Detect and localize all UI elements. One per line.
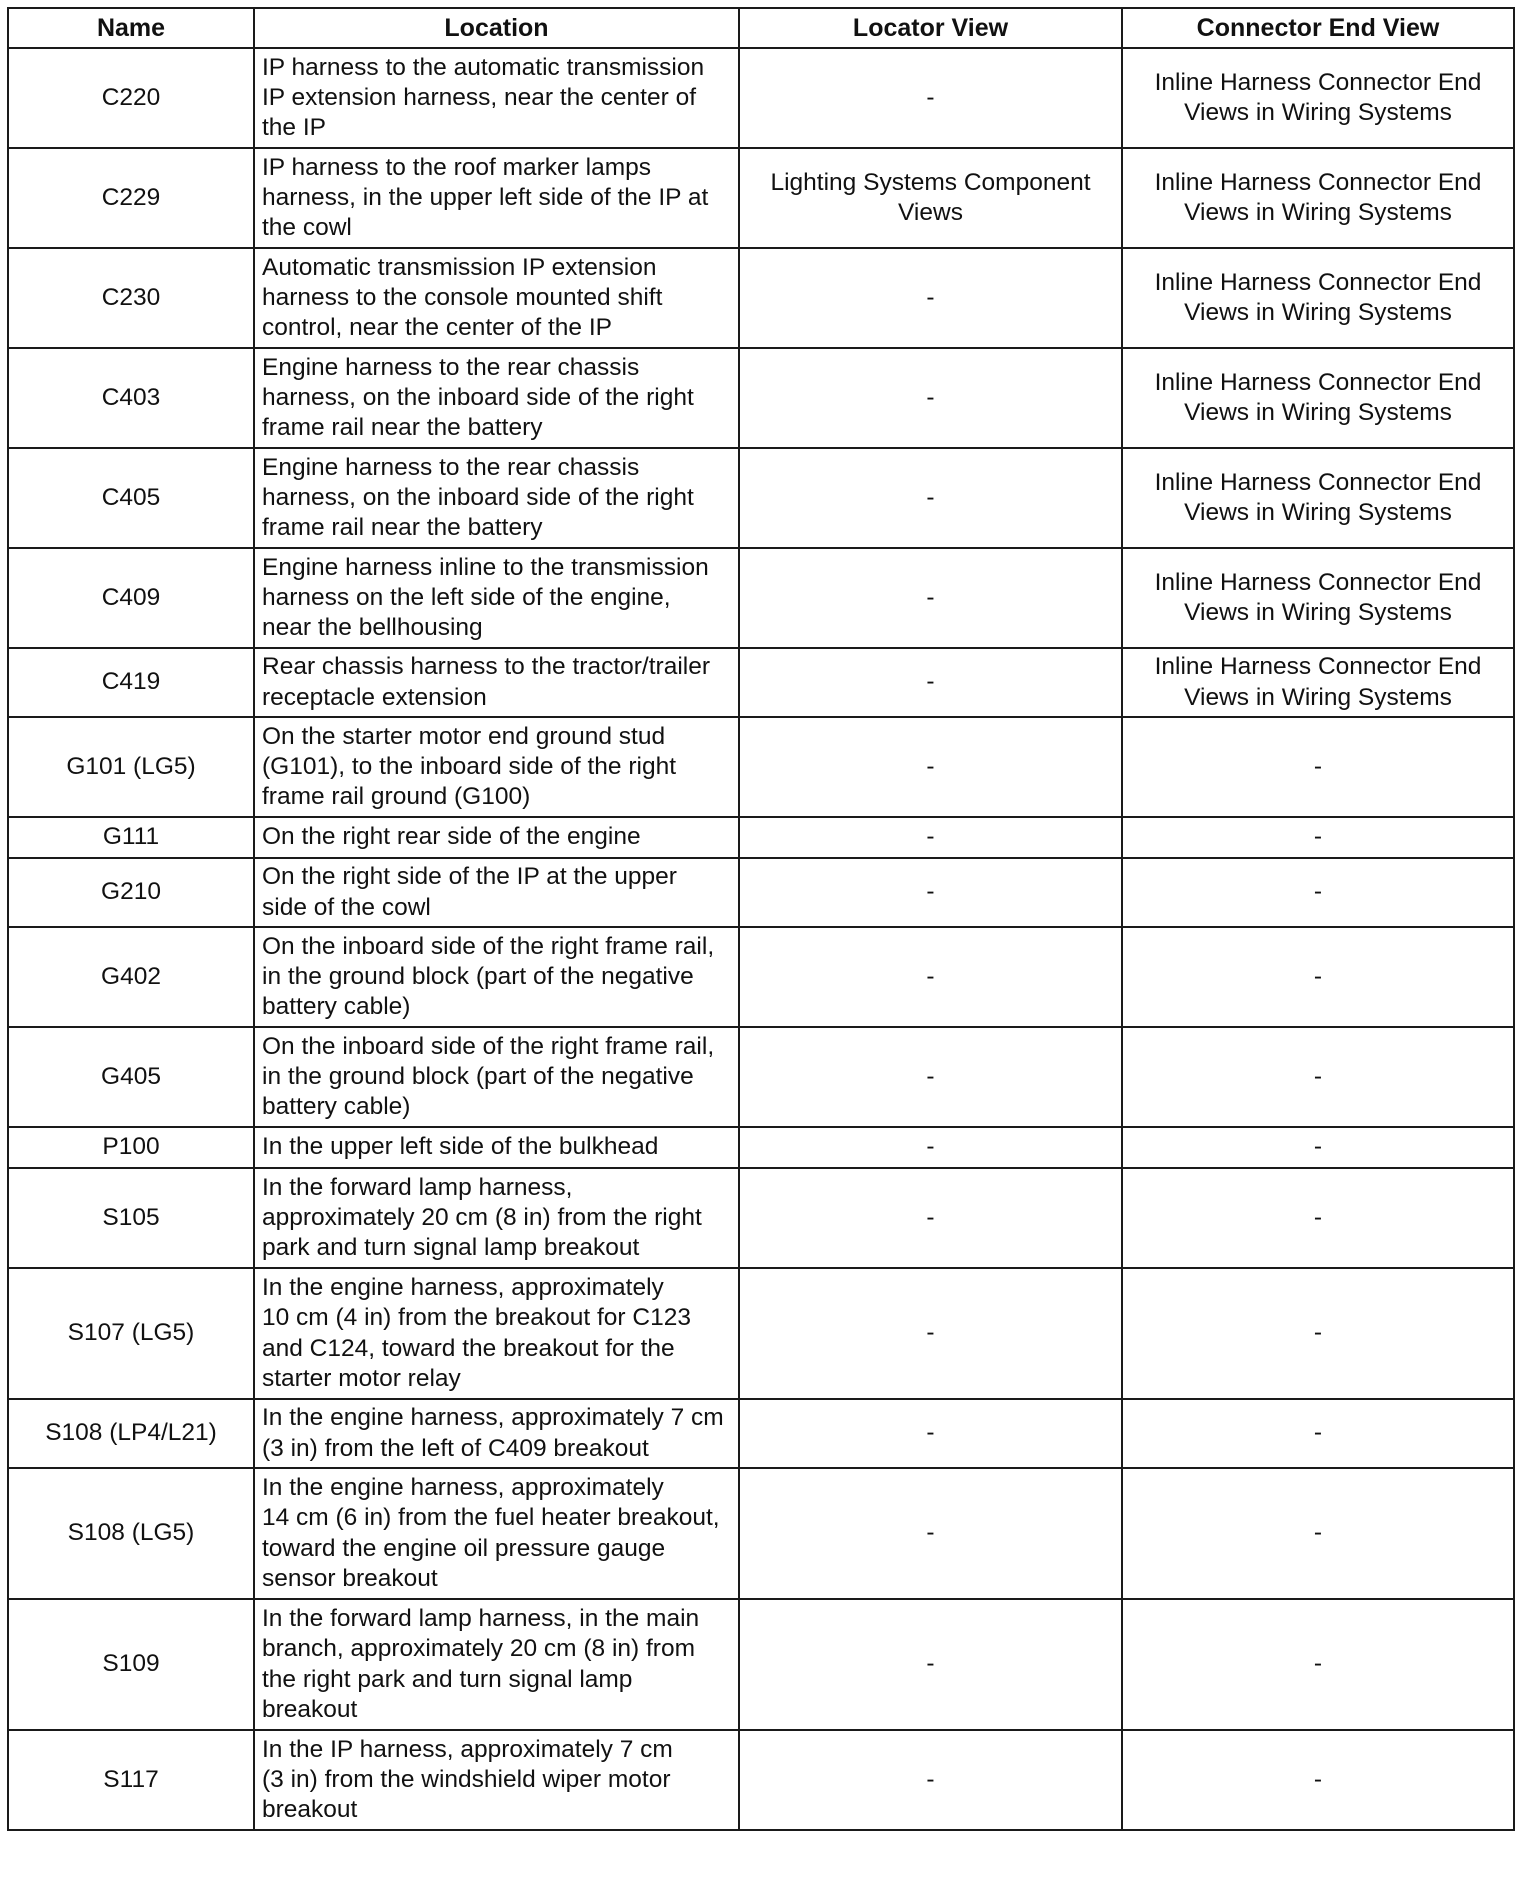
row-locator-view-text: -	[926, 83, 935, 111]
row-name-text: S107 (LG5)	[67, 1319, 195, 1347]
row-name	[8, 927, 254, 1027]
row-location	[254, 1268, 739, 1399]
row-name-text: C403	[101, 383, 161, 411]
row-name-text: S108 (LG5)	[67, 1519, 195, 1547]
row-connector-end-view	[1122, 1730, 1514, 1830]
row-name-text: G210	[101, 878, 161, 906]
row-connector-end-view	[1122, 1468, 1514, 1599]
row-location-text: In the forward lamp harness, in the main branch, approximately 20 cm (8 in) from the right park and turn signal lamp breakout	[262, 1604, 700, 1723]
row-locator-view-text: -	[926, 1419, 935, 1447]
row-connector-end-view-text: -	[1313, 823, 1323, 851]
row-locator-view	[739, 717, 1122, 817]
row-connector-end-view	[1122, 1168, 1514, 1268]
row-name	[8, 248, 254, 348]
row-connector-end-view	[1122, 448, 1514, 548]
row-location	[254, 1468, 739, 1599]
table-row	[8, 1168, 1514, 1268]
row-locator-view	[739, 858, 1122, 927]
table-body	[8, 48, 1514, 1830]
row-connector-end-view-text: Inline Harness Connector End Views in Wiring Systems	[1154, 653, 1482, 711]
row-connector-end-view	[1122, 1027, 1514, 1127]
row-location-text: In the engine harness, approximately 10 cm (4 in) from the breakout for C123 and C124, toward the breakout for the starter motor relay	[262, 1273, 691, 1392]
row-locator-view-text: -	[926, 668, 935, 696]
row-name	[8, 1168, 254, 1268]
row-name	[8, 1599, 254, 1730]
row-locator-view-text: -	[926, 823, 935, 851]
row-location-text: On the starter motor end ground stud (G101), to the inboard side of the right frame rail ground (G100)	[262, 722, 677, 811]
row-name-text: S109	[102, 1650, 160, 1678]
row-name	[8, 717, 254, 817]
row-locator-view	[739, 817, 1122, 858]
row-name	[8, 648, 254, 717]
row-name-text: C405	[101, 483, 161, 511]
row-location	[254, 717, 739, 817]
row-connector-end-view	[1122, 927, 1514, 1027]
row-connector-end-view-text: -	[1313, 1650, 1323, 1678]
row-name	[8, 1268, 254, 1399]
row-locator-view	[739, 1268, 1122, 1399]
row-connector-end-view-text: Inline Harness Connector End Views in Wiring Systems	[1154, 468, 1482, 526]
table-row	[8, 1599, 1514, 1730]
row-locator-view	[739, 1399, 1122, 1468]
row-name	[8, 548, 254, 648]
row-connector-end-view	[1122, 1399, 1514, 1468]
row-location-text: On the right side of the IP at the upper side of the cowl	[262, 863, 677, 921]
row-location	[254, 648, 739, 717]
row-locator-view	[739, 1168, 1122, 1268]
row-location	[254, 248, 739, 348]
row-connector-end-view	[1122, 148, 1514, 248]
row-location	[254, 1399, 739, 1468]
row-location-text: On the inboard side of the right frame rail, in the ground block (part of the negative battery cable)	[262, 932, 715, 1021]
row-connector-end-view-text: -	[1313, 1133, 1323, 1161]
row-locator-view-text: -	[926, 1650, 935, 1678]
row-name	[8, 1468, 254, 1599]
row-locator-view	[739, 548, 1122, 648]
row-name	[8, 817, 254, 858]
row-name-text: G402	[101, 962, 161, 990]
row-connector-end-view	[1122, 348, 1514, 448]
row-locator-view	[739, 1127, 1122, 1168]
row-location-text: In the engine harness, approximately 14 cm (6 in) from the fuel heater breakout, toward the engine oil pressure gauge sensor breakout	[262, 1473, 720, 1592]
row-connector-end-view-text: -	[1313, 1765, 1323, 1793]
row-connector-end-view	[1122, 1268, 1514, 1399]
row-connector-end-view-text: Inline Harness Connector End Views in Wiring Systems	[1154, 368, 1482, 426]
row-locator-view	[739, 648, 1122, 717]
row-location	[254, 1730, 739, 1830]
row-location	[254, 1599, 739, 1730]
row-locator-view	[739, 1599, 1122, 1730]
row-connector-end-view-text: Inline Harness Connector End Views in Wiring Systems	[1154, 168, 1482, 226]
row-locator-view	[739, 1730, 1122, 1830]
table-row	[8, 1027, 1514, 1127]
row-location-text: In the engine harness, approximately 7 cm (3 in) from the left of C409 breakout	[262, 1404, 724, 1462]
row-locator-view	[739, 148, 1122, 248]
row-name	[8, 1730, 254, 1830]
row-connector-end-view-text: -	[1313, 1519, 1323, 1547]
table-row	[8, 1468, 1514, 1599]
row-locator-view-text: -	[926, 383, 935, 411]
row-name	[8, 48, 254, 148]
row-name	[8, 348, 254, 448]
row-name	[8, 1399, 254, 1468]
row-location-text: IP harness to the roof marker lamps harness, in the upper left side of the IP at the cowl	[262, 153, 709, 242]
header-connector-end-view: Connector End View	[1122, 8, 1514, 48]
row-location-text: On the right rear side of the engine	[262, 823, 641, 851]
row-location	[254, 858, 739, 927]
row-connector-end-view-text: -	[1313, 1062, 1323, 1090]
row-connector-end-view	[1122, 1599, 1514, 1730]
row-name-text: G405	[101, 1062, 161, 1090]
row-locator-view-text: Lighting Systems Component Views	[770, 168, 1091, 226]
row-name-text: G111	[102, 823, 160, 851]
row-location	[254, 1127, 739, 1168]
row-name-text: S117	[103, 1765, 159, 1793]
row-location	[254, 548, 739, 648]
header-locator-view: Locator View	[739, 8, 1122, 48]
row-location	[254, 927, 739, 1027]
row-connector-end-view-text: -	[1313, 752, 1323, 780]
row-locator-view-text: -	[926, 752, 935, 780]
document-page	[7, 7, 1513, 1831]
row-locator-view-text: -	[926, 1319, 935, 1347]
row-locator-view-text: -	[926, 878, 935, 906]
row-name-text: C419	[101, 668, 161, 696]
table-row	[8, 1730, 1514, 1830]
row-location	[254, 348, 739, 448]
row-name-text: C220	[101, 83, 161, 111]
row-location	[254, 48, 739, 148]
row-location-text: Engine harness to the rear chassis harness, on the inboard side of the right frame rail near the battery	[262, 453, 694, 542]
row-location-text: Rear chassis harness to the tractor/trailer receptacle extension	[262, 653, 710, 711]
table-header-row	[8, 8, 1514, 48]
row-name	[8, 1127, 254, 1168]
row-name-text: C409	[101, 583, 161, 611]
connector-table	[7, 7, 1515, 1831]
table-row	[8, 548, 1514, 648]
row-locator-view-text: -	[926, 1062, 935, 1090]
row-connector-end-view	[1122, 858, 1514, 927]
row-name-text: S105	[102, 1203, 160, 1231]
row-locator-view	[739, 248, 1122, 348]
row-connector-end-view-text: Inline Harness Connector End Views in Wiring Systems	[1154, 68, 1482, 126]
row-locator-view	[739, 348, 1122, 448]
table-row	[8, 348, 1514, 448]
row-locator-view	[739, 1468, 1122, 1599]
row-connector-end-view-text: -	[1313, 1203, 1323, 1231]
row-locator-view-text: -	[926, 483, 935, 511]
row-connector-end-view	[1122, 648, 1514, 717]
row-locator-view	[739, 448, 1122, 548]
row-connector-end-view-text: -	[1313, 1419, 1323, 1447]
table-row	[8, 48, 1514, 148]
table-row	[8, 148, 1514, 248]
table-row	[8, 927, 1514, 1027]
row-locator-view-text: -	[926, 1203, 935, 1231]
row-location	[254, 1168, 739, 1268]
row-name-text: G101 (LG5)	[66, 752, 196, 780]
row-locator-view-text: -	[926, 283, 935, 311]
row-location-text: IP harness to the automatic transmission IP extension harness, near the center of the IP	[262, 53, 705, 142]
row-name-text: S108 (LP4/L21)	[45, 1419, 217, 1447]
row-location-text: In the forward lamp harness, approximately 20 cm (8 in) from the right park and turn signal lamp breakout	[262, 1173, 702, 1262]
table-row	[8, 648, 1514, 717]
row-connector-end-view	[1122, 717, 1514, 817]
row-location	[254, 148, 739, 248]
table-row	[8, 858, 1514, 927]
row-locator-view-text: -	[926, 1765, 935, 1793]
row-locator-view-text: -	[926, 962, 935, 990]
row-connector-end-view	[1122, 817, 1514, 858]
row-locator-view	[739, 1027, 1122, 1127]
row-location	[254, 448, 739, 548]
row-locator-view	[739, 927, 1122, 1027]
row-location-text: Automatic transmission IP extension harness to the console mounted shift control, near the center of the IP	[262, 253, 663, 342]
row-location-text: Engine harness to the rear chassis harness, on the inboard side of the right frame rail near the battery	[262, 353, 694, 442]
row-connector-end-view-text: -	[1313, 1319, 1323, 1347]
row-location-text: In the upper left side of the bulkhead	[262, 1133, 659, 1161]
table-row	[8, 1268, 1514, 1399]
row-connector-end-view-text: Inline Harness Connector End Views in Wiring Systems	[1154, 568, 1482, 626]
header-name: Name	[8, 8, 254, 48]
row-connector-end-view	[1122, 248, 1514, 348]
row-name	[8, 1027, 254, 1127]
row-name	[8, 448, 254, 548]
table-row	[8, 1127, 1514, 1168]
header-location: Location	[254, 8, 739, 48]
row-connector-end-view-text: -	[1313, 962, 1323, 990]
row-name	[8, 148, 254, 248]
table-row	[8, 817, 1514, 858]
table-row	[8, 248, 1514, 348]
table-row	[8, 1399, 1514, 1468]
row-connector-end-view-text: Inline Harness Connector End Views in Wiring Systems	[1154, 268, 1482, 326]
row-connector-end-view	[1122, 1127, 1514, 1168]
row-location	[254, 1027, 739, 1127]
row-location	[254, 817, 739, 858]
row-connector-end-view	[1122, 548, 1514, 648]
row-location-text: Engine harness inline to the transmission harness on the left side of the engine, near the bellhousing	[262, 553, 709, 642]
row-name	[8, 858, 254, 927]
row-locator-view	[739, 48, 1122, 148]
table-row	[8, 717, 1514, 817]
row-locator-view-text: -	[926, 1133, 935, 1161]
row-location-text: On the inboard side of the right frame rail, in the ground block (part of the negative battery cable)	[262, 1032, 715, 1121]
row-name-text: P100	[102, 1133, 160, 1161]
row-connector-end-view-text: -	[1313, 878, 1323, 906]
row-name-text: C230	[101, 283, 161, 311]
table-row	[8, 448, 1514, 548]
row-locator-view-text: -	[926, 583, 935, 611]
row-location-text: In the IP harness, approximately 7 cm (3 in) from the windshield wiper motor breakout	[262, 1735, 673, 1824]
row-connector-end-view	[1122, 48, 1514, 148]
row-name-text: C229	[101, 183, 161, 211]
row-locator-view-text: -	[926, 1519, 935, 1547]
